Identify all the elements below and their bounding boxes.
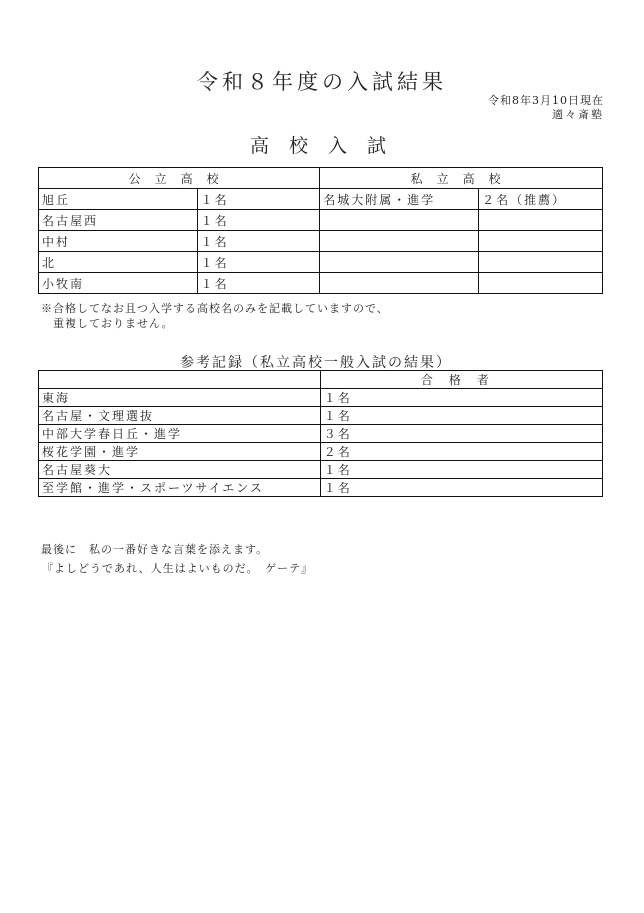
public-school-name: 小牧南: [39, 273, 198, 294]
school-name: 桜花学園・進学: [39, 443, 321, 461]
school-name: 東海: [39, 389, 321, 407]
private-school-count: [479, 210, 603, 231]
passed-count: １名: [320, 461, 602, 479]
passed-count: １名: [320, 389, 602, 407]
school-name: 中部大学春日丘・進学: [39, 425, 321, 443]
table-row: [39, 210, 603, 231]
table-row: [39, 273, 603, 294]
public-school-name: 北: [39, 252, 198, 273]
school-header: [39, 371, 321, 389]
private-school-name: [320, 210, 479, 231]
public-school-count: １名: [197, 252, 320, 273]
closing-quote: 『よしどうであれ、人生はよいものだ。 ゲーテ』: [42, 562, 314, 575]
table-row: [39, 389, 603, 407]
passed-count: ２名: [320, 443, 602, 461]
section-title: 高校入試: [249, 135, 406, 157]
public-school-count: １名: [197, 210, 320, 231]
public-school-name: 旭丘: [39, 189, 198, 210]
public-school-name: 中村: [39, 231, 198, 252]
public-school-count: １名: [197, 231, 320, 252]
reference-title: 参考記録（私立高校一般入試の結果）: [180, 355, 452, 371]
passed-count: １名: [320, 479, 602, 497]
passed-header: 合格者: [320, 371, 602, 389]
public-school-count: １名: [197, 189, 320, 210]
reference-results-table: [38, 370, 603, 497]
private-school-count: ２名（推薦）: [479, 189, 603, 210]
table-row: [39, 252, 603, 273]
table-row: [39, 407, 603, 425]
table-row: [39, 231, 603, 252]
public-school-name: 名古屋西: [39, 210, 198, 231]
private-school-count: [479, 273, 603, 294]
table-row: [39, 443, 603, 461]
public-school-count: １名: [197, 273, 320, 294]
table-header-row: [39, 371, 603, 389]
private-school-count: [479, 252, 603, 273]
school-name: 名古屋葵大: [39, 461, 321, 479]
table-row: [39, 425, 603, 443]
table-row: [39, 461, 603, 479]
passed-count: ３名: [320, 425, 602, 443]
high-school-results-table: [38, 167, 603, 294]
school-name: 名古屋・文理選抜: [39, 407, 321, 425]
public-school-header: 公立高校: [39, 168, 320, 189]
private-school-count: [479, 231, 603, 252]
organization-name: 適々斎塾: [552, 108, 604, 121]
table-row: [39, 479, 603, 497]
private-school-name: [320, 252, 479, 273]
private-school-header: 私立高校: [320, 168, 603, 189]
table-header-row: [39, 168, 603, 189]
note-line-2: 重複しておりません。: [53, 317, 174, 330]
closing-line-1: 最後に 私の一番好きな言葉を添えます。: [41, 543, 269, 556]
note-line-1: ※合格してなお且つ入学する高校名のみを記載していますので、: [41, 302, 389, 315]
private-school-name: 名城大附属・進学: [320, 189, 479, 210]
private-school-name: [320, 231, 479, 252]
passed-count: １名: [320, 407, 602, 425]
private-school-name: [320, 273, 479, 294]
as-of-date: 令和8年3月10日現在: [488, 94, 604, 107]
document-title: 令和８年度の入試結果: [197, 70, 447, 94]
school-name: 至学館・進学・スポーツサイエンス: [39, 479, 321, 497]
table-row: [39, 189, 603, 210]
